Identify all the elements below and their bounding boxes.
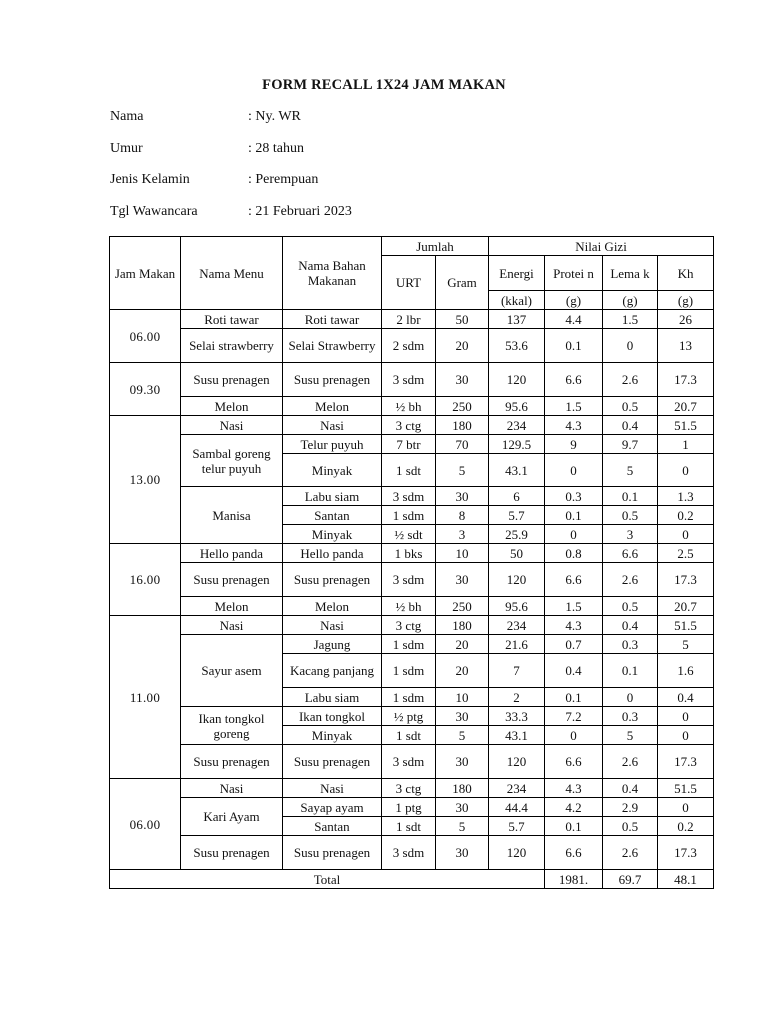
header-kh: Kh [658, 256, 714, 291]
gram-cell: 20 [436, 654, 489, 688]
bahan-cell: Hello panda [283, 544, 382, 563]
total-label: Total [110, 870, 545, 889]
gram-cell: 250 [436, 397, 489, 416]
protein-cell: 7.2 [545, 707, 603, 726]
table-row [110, 329, 714, 363]
urt-cell: 3 ctg [382, 616, 436, 635]
lemak-cell: 9.7 [603, 435, 658, 454]
urt-cell: 3 sdm [382, 745, 436, 779]
header-nama-bahan: Nama Bahan Makanan [283, 237, 382, 310]
bahan-cell: Labu siam [283, 487, 382, 506]
energi-cell: 6 [489, 487, 545, 506]
bahan-cell: Labu siam [283, 688, 382, 707]
protein-cell: 6.6 [545, 363, 603, 397]
protein-cell: 0 [545, 454, 603, 487]
bahan-cell: Jagung [283, 635, 382, 654]
table-row [110, 798, 714, 817]
energi-cell: 53.6 [489, 329, 545, 363]
lemak-cell: 0.4 [603, 416, 658, 435]
kh-cell: 5 [658, 635, 714, 654]
urt-cell: 2 sdm [382, 329, 436, 363]
tgl-wawancara-value: : 21 Februari 2023 [248, 204, 352, 219]
jam-makan-cell: 11.00 [110, 616, 181, 779]
header-jumlah: Jumlah [382, 237, 489, 256]
gram-cell: 70 [436, 435, 489, 454]
urt-cell: 3 sdm [382, 563, 436, 597]
protein-cell: 0 [545, 525, 603, 544]
gram-cell: 30 [436, 836, 489, 870]
urt-cell: 1 ptg [382, 798, 436, 817]
kh-cell: 51.5 [658, 616, 714, 635]
bahan-cell: Santan [283, 817, 382, 836]
header-protein: Protei n [545, 256, 603, 291]
bahan-cell: Melon [283, 597, 382, 616]
lemak-cell: 1.5 [603, 310, 658, 329]
lemak-cell: 0.5 [603, 597, 658, 616]
protein-cell: 0.1 [545, 506, 603, 525]
kh-cell: 13 [658, 329, 714, 363]
recall-table [109, 236, 714, 889]
energi-cell: 95.6 [489, 597, 545, 616]
energi-cell: 25.9 [489, 525, 545, 544]
menu-cell: Susu prenagen [181, 363, 283, 397]
kh-cell: 0.2 [658, 817, 714, 836]
gram-cell: 180 [436, 779, 489, 798]
nama-label: Nama [110, 109, 144, 124]
total-lemak: 48.1 [658, 870, 714, 889]
protein-cell: 0.8 [545, 544, 603, 563]
energi-cell: 120 [489, 363, 545, 397]
protein-cell: 0.1 [545, 817, 603, 836]
urt-cell: ½ ptg [382, 707, 436, 726]
energi-cell: 33.3 [489, 707, 545, 726]
table-row [110, 487, 714, 506]
protein-cell: 0.7 [545, 635, 603, 654]
urt-cell: 1 sdt [382, 454, 436, 487]
lemak-cell: 3 [603, 525, 658, 544]
bahan-cell: Sayap ayam [283, 798, 382, 817]
urt-cell: 1 sdm [382, 635, 436, 654]
protein-cell: 6.6 [545, 745, 603, 779]
menu-cell: Manisa [181, 487, 283, 544]
energi-cell: 43.1 [489, 454, 545, 487]
energi-cell: 5.7 [489, 506, 545, 525]
table-row [110, 563, 714, 597]
bahan-cell: Nasi [283, 416, 382, 435]
energi-cell: 5.7 [489, 817, 545, 836]
gram-cell: 30 [436, 363, 489, 397]
jam-makan-cell: 06.00 [110, 779, 181, 870]
lemak-cell: 0.1 [603, 654, 658, 688]
menu-cell: Susu prenagen [181, 745, 283, 779]
gram-cell: 5 [436, 454, 489, 487]
jam-makan-cell: 09.30 [110, 363, 181, 416]
lemak-cell: 0 [603, 329, 658, 363]
table-row [110, 363, 714, 397]
lemak-cell: 0.3 [603, 635, 658, 654]
lemak-cell: 0.5 [603, 817, 658, 836]
lemak-cell: 5 [603, 726, 658, 745]
form-title: FORM RECALL 1X24 JAM MAKAN [262, 77, 506, 93]
menu-cell: Kari Ayam [181, 798, 283, 836]
lemak-cell: 2.6 [603, 836, 658, 870]
kh-cell: 17.3 [658, 363, 714, 397]
urt-cell: ½ bh [382, 397, 436, 416]
menu-cell: Ikan tongkol goreng [181, 707, 283, 745]
table-row [110, 616, 714, 635]
lemak-cell: 0.3 [603, 707, 658, 726]
menu-cell: Susu prenagen [181, 563, 283, 597]
kh-cell: 0.2 [658, 506, 714, 525]
recall-table-body [110, 310, 714, 870]
menu-cell: Melon [181, 597, 283, 616]
lemak-cell: 0.4 [603, 779, 658, 798]
bahan-cell: Susu prenagen [283, 836, 382, 870]
header-urt: URT [382, 256, 436, 310]
kh-cell: 51.5 [658, 779, 714, 798]
protein-cell: 4.3 [545, 416, 603, 435]
menu-cell: Selai strawberry [181, 329, 283, 363]
tgl-wawancara-label: Tgl Wawancara [110, 204, 198, 219]
menu-cell: Hello panda [181, 544, 283, 563]
header-jam-makan: Jam Makan [110, 237, 181, 310]
bahan-cell: Ikan tongkol [283, 707, 382, 726]
table-row [110, 544, 714, 563]
gram-cell: 30 [436, 487, 489, 506]
table-row [110, 779, 714, 798]
bahan-cell: Nasi [283, 616, 382, 635]
header-gram: Gram [436, 256, 489, 310]
gram-cell: 30 [436, 745, 489, 779]
lemak-cell: 5 [603, 454, 658, 487]
protein-cell: 4.3 [545, 779, 603, 798]
table-row [110, 416, 714, 435]
menu-cell: Susu prenagen [181, 836, 283, 870]
protein-cell: 6.6 [545, 563, 603, 597]
table-row [110, 597, 714, 616]
kh-cell: 0 [658, 707, 714, 726]
header-energi: Energi [489, 256, 545, 291]
table-row [110, 635, 714, 654]
bahan-cell: Kacang panjang [283, 654, 382, 688]
urt-cell: ½ sdt [382, 525, 436, 544]
gram-cell: 180 [436, 416, 489, 435]
total-energi: 1981. [545, 870, 603, 889]
energi-cell: 120 [489, 745, 545, 779]
jenis-kelamin-value: : Perempuan [248, 172, 319, 187]
bahan-cell: Minyak [283, 525, 382, 544]
protein-cell: 0.4 [545, 654, 603, 688]
gram-cell: 8 [436, 506, 489, 525]
protein-cell: 1.5 [545, 597, 603, 616]
kh-cell: 17.3 [658, 836, 714, 870]
protein-cell: 4.2 [545, 798, 603, 817]
gram-cell: 5 [436, 726, 489, 745]
gram-cell: 30 [436, 707, 489, 726]
table-row [110, 397, 714, 416]
menu-cell: Melon [181, 397, 283, 416]
energi-cell: 129.5 [489, 435, 545, 454]
lemak-cell: 0.5 [603, 506, 658, 525]
menu-cell: Sayur asem [181, 635, 283, 707]
umur-label: Umur [110, 141, 143, 156]
kh-cell: 0 [658, 525, 714, 544]
lemak-cell: 6.6 [603, 544, 658, 563]
lemak-cell: 2.9 [603, 798, 658, 817]
urt-cell: 1 sdm [382, 506, 436, 525]
kh-cell: 26 [658, 310, 714, 329]
bahan-cell: Susu prenagen [283, 563, 382, 597]
jam-makan-cell: 06.00 [110, 310, 181, 363]
kh-cell: 20.7 [658, 597, 714, 616]
table-row [110, 836, 714, 870]
jenis-kelamin-label: Jenis Kelamin [110, 172, 190, 187]
nama-value: : Ny. WR [248, 109, 301, 124]
gram-cell: 50 [436, 310, 489, 329]
energi-cell: 120 [489, 563, 545, 597]
energi-cell: 234 [489, 616, 545, 635]
energi-cell: 234 [489, 416, 545, 435]
energi-cell: 50 [489, 544, 545, 563]
urt-cell: 1 sdm [382, 654, 436, 688]
bahan-cell: Roti tawar [283, 310, 382, 329]
kh-cell: 17.3 [658, 563, 714, 597]
gram-cell: 20 [436, 329, 489, 363]
energi-cell: 2 [489, 688, 545, 707]
energi-cell: 120 [489, 836, 545, 870]
urt-cell: 3 ctg [382, 416, 436, 435]
gram-cell: 180 [436, 616, 489, 635]
menu-cell: Nasi [181, 616, 283, 635]
gram-cell: 20 [436, 635, 489, 654]
gram-cell: 30 [436, 563, 489, 597]
protein-cell: 0.1 [545, 688, 603, 707]
lemak-cell: 0.5 [603, 397, 658, 416]
protein-cell: 0.3 [545, 487, 603, 506]
protein-cell: 6.6 [545, 836, 603, 870]
lemak-cell: 0 [603, 688, 658, 707]
kh-cell: 0.4 [658, 688, 714, 707]
jam-makan-cell: 13.00 [110, 416, 181, 544]
gram-cell: 250 [436, 597, 489, 616]
kh-cell: 1.3 [658, 487, 714, 506]
table-row [110, 435, 714, 454]
total-row [110, 870, 714, 889]
menu-cell: Roti tawar [181, 310, 283, 329]
umur-value: : 28 tahun [248, 141, 304, 156]
protein-cell: 1.5 [545, 397, 603, 416]
urt-cell: 3 sdm [382, 363, 436, 397]
header-lemak-unit: (g) [603, 291, 658, 310]
bahan-cell: Minyak [283, 726, 382, 745]
header-nama-menu: Nama Menu [181, 237, 283, 310]
urt-cell: 7 btr [382, 435, 436, 454]
table-row [110, 745, 714, 779]
protein-cell: 4.3 [545, 616, 603, 635]
lemak-cell: 2.6 [603, 745, 658, 779]
header-lemak: Lema k [603, 256, 658, 291]
menu-cell: Sambal goreng telur puyuh [181, 435, 283, 487]
urt-cell: 3 ctg [382, 779, 436, 798]
lemak-cell: 2.6 [603, 563, 658, 597]
urt-cell: ½ bh [382, 597, 436, 616]
energi-cell: 95.6 [489, 397, 545, 416]
header-nilai-gizi: Nilai Gizi [489, 237, 714, 256]
gram-cell: 5 [436, 817, 489, 836]
protein-cell: 0.1 [545, 329, 603, 363]
energi-cell: 7 [489, 654, 545, 688]
bahan-cell: Susu prenagen [283, 363, 382, 397]
gram-cell: 3 [436, 525, 489, 544]
table-row [110, 310, 714, 329]
protein-cell: 0 [545, 726, 603, 745]
bahan-cell: Santan [283, 506, 382, 525]
gram-cell: 30 [436, 798, 489, 817]
table-row [110, 707, 714, 726]
kh-cell: 1 [658, 435, 714, 454]
lemak-cell: 0.1 [603, 487, 658, 506]
gram-cell: 10 [436, 544, 489, 563]
energi-cell: 43.1 [489, 726, 545, 745]
bahan-cell: Melon [283, 397, 382, 416]
urt-cell: 1 sdm [382, 688, 436, 707]
total-protein: 69.7 [603, 870, 658, 889]
energi-cell: 44.4 [489, 798, 545, 817]
urt-cell: 1 sdt [382, 817, 436, 836]
kh-cell: 0 [658, 726, 714, 745]
kh-cell: 0 [658, 798, 714, 817]
jam-makan-cell: 16.00 [110, 544, 181, 616]
energi-cell: 137 [489, 310, 545, 329]
lemak-cell: 2.6 [603, 363, 658, 397]
bahan-cell: Nasi [283, 779, 382, 798]
header-kh-unit: (g) [658, 291, 714, 310]
header-protein-unit: (g) [545, 291, 603, 310]
kh-cell: 0 [658, 454, 714, 487]
menu-cell: Nasi [181, 416, 283, 435]
urt-cell: 1 sdt [382, 726, 436, 745]
bahan-cell: Susu prenagen [283, 745, 382, 779]
lemak-cell: 0.4 [603, 616, 658, 635]
kh-cell: 2.5 [658, 544, 714, 563]
gram-cell: 10 [436, 688, 489, 707]
protein-cell: 9 [545, 435, 603, 454]
urt-cell: 3 sdm [382, 836, 436, 870]
urt-cell: 3 sdm [382, 487, 436, 506]
kh-cell: 17.3 [658, 745, 714, 779]
urt-cell: 2 lbr [382, 310, 436, 329]
protein-cell: 4.4 [545, 310, 603, 329]
urt-cell: 1 bks [382, 544, 436, 563]
energi-cell: 234 [489, 779, 545, 798]
bahan-cell: Minyak [283, 454, 382, 487]
kh-cell: 51.5 [658, 416, 714, 435]
kh-cell: 1.6 [658, 654, 714, 688]
bahan-cell: Telur puyuh [283, 435, 382, 454]
energi-cell: 21.6 [489, 635, 545, 654]
kh-cell: 20.7 [658, 397, 714, 416]
menu-cell: Nasi [181, 779, 283, 798]
bahan-cell: Selai Strawberry [283, 329, 382, 363]
header-energi-unit: (kkal) [489, 291, 545, 310]
